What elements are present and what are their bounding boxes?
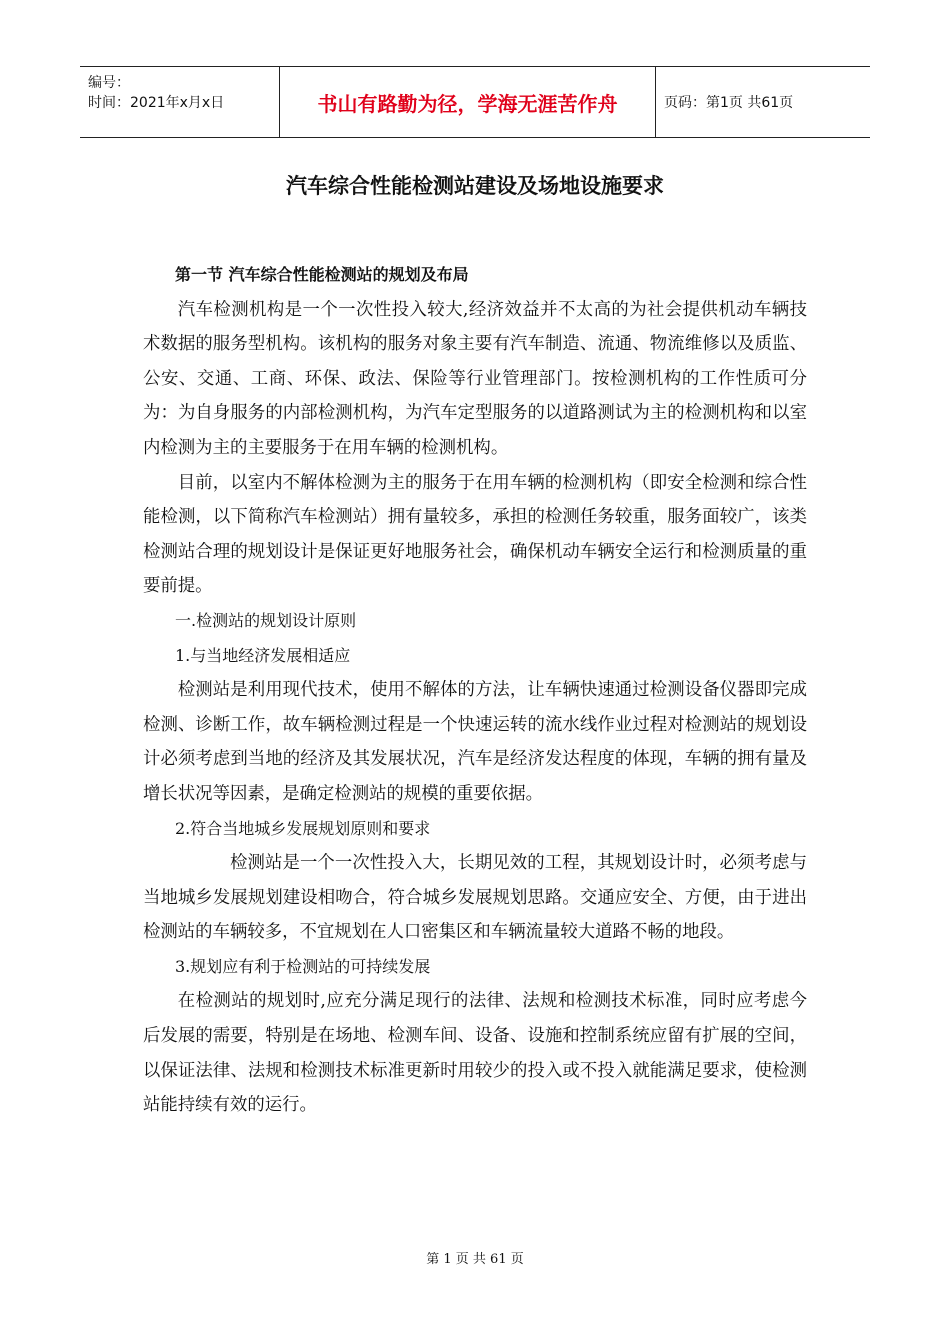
number-label: 编号： <box>88 75 130 91</box>
subheading: 1.与当地经济发展相适应 <box>175 645 351 665</box>
paragraph: 检测站是利用现代技术，使用不解体的方法，让车辆快速通过检测设备仪器即完成检测、诊断工作，故车辆检测过程是一个快速运转的流水线作业过程对检测站的规划设计必须考虑到当地的经济及其发展状况，汽车是经济发达程度的体现，车辆的拥有量及增长状况等因素，是确定检测站的规模的重要依据。 <box>143 680 807 804</box>
subheading: 一.检测站的规划设计原则 <box>175 610 357 630</box>
page-info: 页码：第1页 共61页 <box>664 95 794 111</box>
motto: 书山有路勤为径，学海无涯苦作舟 <box>280 67 656 137</box>
paragraph: 在检测站的规划时,应充分满足现行的法律、法规和检测技术标准，同时应考虑今后发展的需要，特别是在场地、检测车间、设备、设施和控制系统应留有扩展的空间，以保证法律、法规和检测技术标准更新时用较少的投入或不投入就能满足要求，使检测站能持续有效的运行。 <box>143 991 807 1116</box>
section-heading: 第一节 汽车综合性能检测站的规划及布局 <box>175 265 469 284</box>
subheading: 2.符合当地城乡发展规划原则和要求 <box>175 818 431 838</box>
header-meta <box>80 67 280 137</box>
document-body <box>143 258 807 1123</box>
page-footer: 第 1 页 共 61 页 <box>426 1252 524 1267</box>
document-title: 汽车综合性能检测站建设及场地设施要求 <box>286 174 664 198</box>
time-label: 时间：2021年x月x日 <box>88 95 225 111</box>
subheading: 3.规划应有利于检测站的可持续发展 <box>175 956 431 976</box>
paragraph: 汽车检测机构是一个一次性投入较大,经济效益并不太高的为社会提供机动车辆技术数据的服务型机构。该机构的服务对象主要有汽车制造、流通、物流维修以及质监、公安、交通、工商、环保、政法、保险等行业管理部门。按检测机构的工作性质可分为：为自身服务的内部检测机构，为汽车定型服务的以道路测试为主的检测机构和以室内检测为主的主要服务于在用车辆的检测机构。 <box>143 299 807 458</box>
paragraph: 检测站是一个一次性投入大，长期见效的工程，其规划设计时，必须考虑与当地城乡发展规划建设相吻合，符合城乡发展规划思路。交通应安全、方便，由于进出检测站的车辆较多，不宜规划在人口密集区和车辆流量较大道路不畅的地段。 <box>143 853 807 943</box>
page-header <box>80 66 870 138</box>
paragraph: 目前，以室内不解体检测为主的服务于在用车辆的检测机构（即安全检测和综合性能检测，以下简称汽车检测站）拥有量较多，承担的检测任务较重，服务面较广，该类检测站合理的规划设计是保证更好地服务社会，确保机动车辆安全运行和检测质量的重要前提。 <box>143 472 807 597</box>
